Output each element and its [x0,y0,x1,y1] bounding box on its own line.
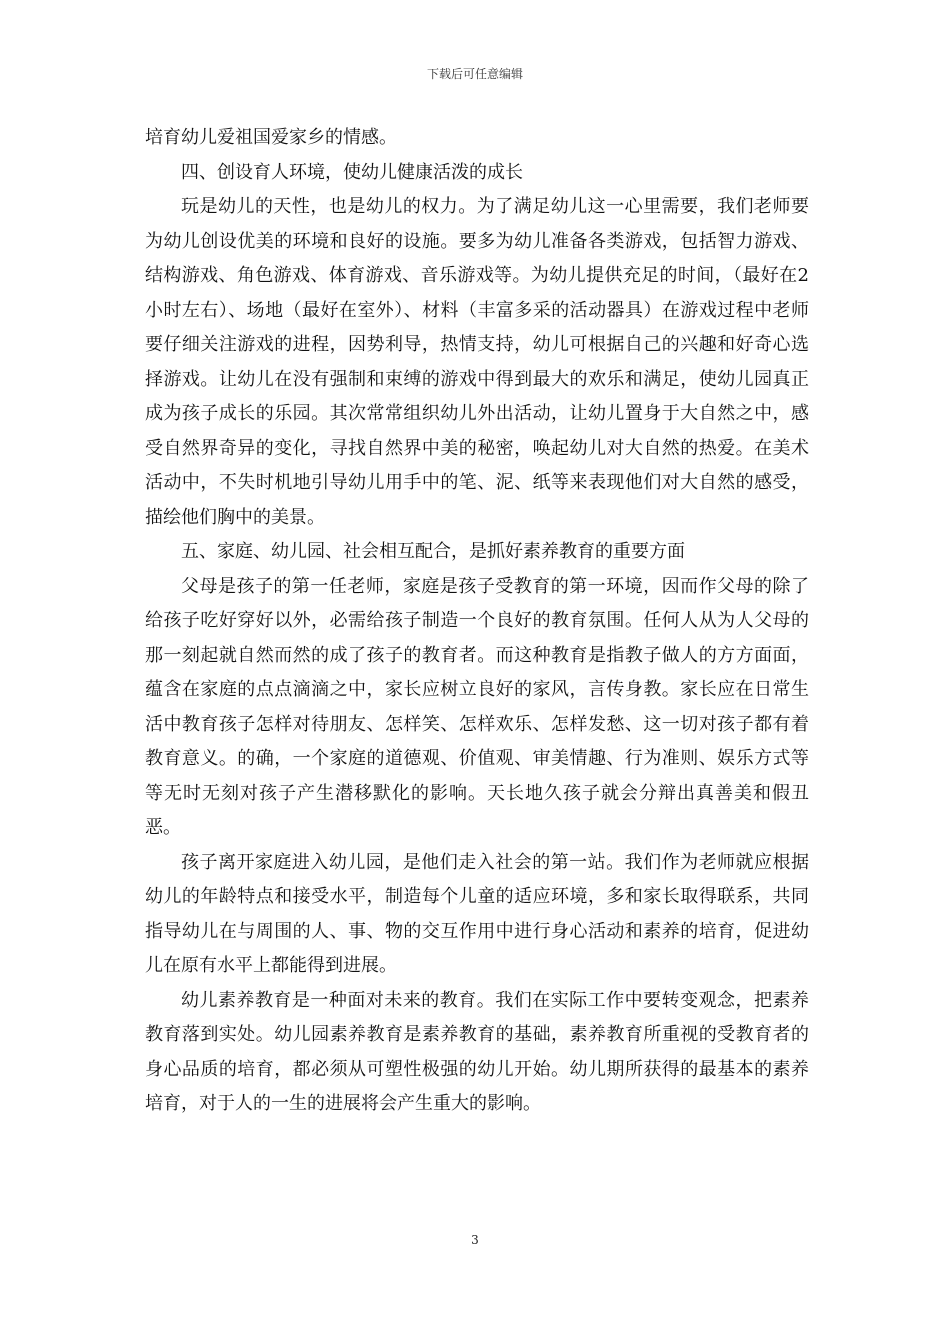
paragraph-family-education: 父母是孩子的第一任老师，家庭是孩子受教育的第一环境，因而作父母的除了给孩子吃好穿好以外，必需给孩子制造一个良好的教育氛围。任何人从为人父母的那一刻起就自然而然的成了孩子的教育者。而这种教育是指教子做人的方方面面，蕴含在家庭的点点滴滴之中，家长应树立良好的家风，言传身教。家长应在日常生活中教育孩子怎样对待朋友、怎样笑、怎样欢乐、怎样发愁、这一切对孩子都有着教育意义。的确，一个家庭的道德观、价值观、审美情趣、行为准则、娱乐方式等等无时无刻对孩子产生潜移默化的影响。天长地久孩子就会分辩出真善美和假丑恶。 [145,575,809,838]
paragraph-conclusion: 幼儿素养教育是一种面对未来的教育。我们在实际工作中要转变观念，把素养教育落到实处。幼儿园素养教育是素养教育的基础，素养教育所重视的受教育者的身心品质的培育，都必须从可塑性极强的幼儿开始。幼儿期所获得的最基本的素养培育，对于人的一生的进展将会产生重大的影响。 [145,989,809,1114]
section-heading-4: 四、创设育人环境，使幼儿健康活泼的成长 [181,161,523,183]
section-heading-5: 五、家庭、幼儿园、社会相互配合，是抓好素养教育的重要方面 [181,541,685,562]
paragraph-kindergarten: 孩子离开家庭进入幼儿园，是他们走入社会的第一站。我们作为老师就应根据幼儿的年龄特点和接受水平，制造每个儿童的适应环境，多和家长取得联系，共同指导幼儿在与周围的人、事、物的交互作用中进行身心活动和素养的培育，促进幼儿在原有水平上都能得到进展。 [145,851,809,976]
paragraph-play-environment: 玩是幼儿的天性，也是幼儿的权力。为了满足幼儿这一心里需要，我们老师要为幼儿创设优美的环境和良好的设施。要多为幼儿准备各类游戏，包括智力游戏、结构游戏、角色游戏、体育游戏、音乐游戏等。为幼儿提供充足的时间，（最好在2小时左右）、场地（最好在室外）、材料（丰富多采的活动器具）在游戏过程中老师要仔细关注游戏的进程，因势利导，热情支持，幼儿可根据自己的兴趣和好奇心选择游戏。让幼儿在没有强制和束缚的游戏中得到最大的欢乐和满足，使幼儿园真正成为孩子成长的乐园。其次常常组织幼儿外出活动，让幼儿置身于大自然之中，感受自然界奇异的变化，寻找自然界中美的秘密，唤起幼儿对大自然的热爱。在美术活动中，不失时机地引导幼儿用手中的笔、泥、纸等来表现他们对大自然的感受，描绘他们胸中的美景。 [145,196,809,528]
paragraph-continuation: 培育幼儿爱祖国爱家乡的情感。 [145,127,397,148]
page-number: 3 [471,1233,479,1247]
document-body [145,121,809,1122]
page-header: 下载后可任意编辑 [426,67,523,81]
